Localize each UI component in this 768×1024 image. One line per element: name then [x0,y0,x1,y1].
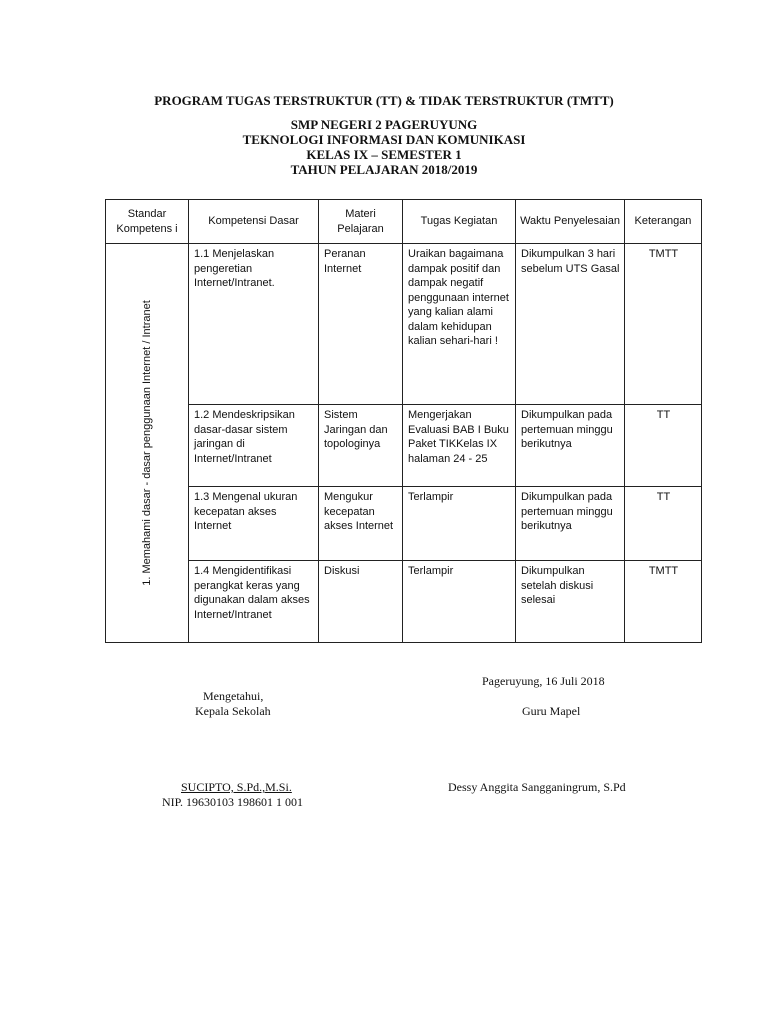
waktu-cell: Dikumpulkan setelah diskusi selesai [516,561,625,643]
assignment-table [105,199,702,643]
header-waktu: Waktu Penyelesaian [516,200,625,244]
signature-left-role: Kepala Sekolah [195,704,271,718]
table-row [106,244,702,405]
header-materi: Materi Pelajaran [319,200,403,244]
materi-cell: Sistem Jaringan dan topologinya [319,405,403,487]
kompetensi-cell: 1.1 Menjelaskan pengeretian Internet/Intranet. [189,244,319,405]
table-row [106,405,702,487]
materi-cell: Peranan Internet [319,244,403,405]
table-row [106,487,702,561]
standar-kompetensi-text: 1. Memahami dasar - dasar penggunaan Internet / Intranet [140,300,153,586]
header-keterangan: Keterangan [625,200,702,244]
document-title: PROGRAM TUGAS TERSTRUKTUR (TT) & TIDAK TERSTRUKTUR (TMTT) [154,93,614,108]
header-standar: Standar Kompetens i [106,200,189,244]
waktu-cell: Dikumpulkan 3 hari sebelum UTS Gasal [516,244,625,405]
signature-left-label: Mengetahui, [203,689,264,703]
signature-right-role: Guru Mapel [522,704,581,718]
place-date: Pageruyung, 16 Juli 2018 [482,674,605,688]
keterangan-cell: TMTT [625,561,702,643]
tugas-cell: Terlampir [403,487,516,561]
keterangan-cell: TMTT [625,244,702,405]
class-semester: KELAS IX – SEMESTER 1 [306,147,462,162]
school-name: SMP NEGERI 2 PAGERUYUNG [290,117,478,132]
subject-name: TEKNOLOGI INFORMASI DAN KOMUNIKASI [242,132,526,147]
signature-left-name: SUCIPTO, S.Pd.,M.Si. [181,780,292,794]
tugas-cell: Uraikan bagaimana dampak positif dan dampak negatif penggunaan internet yang kalian alami dalam kehidupan kalian sehari-hari ! [403,244,516,405]
kompetensi-cell: 1.2 Mendeskripsikan dasar-dasar sistem jaringan di Internet/Intranet [189,405,319,487]
document-header [0,117,768,177]
table-row [106,561,702,643]
tugas-cell: Mengerjakan Evaluasi BAB I Buku Paket TIKKelas IX halaman 24 - 25 [403,405,516,487]
kompetensi-cell: 1.3 Mengenal ukuran kecepatan akses Internet [189,487,319,561]
header-tugas: Tugas Kegiatan [403,200,516,244]
kompetensi-cell: 1.4 Mengidentifikasi perangkat keras yang digunakan dalam akses Internet/Intranet [189,561,319,643]
materi-cell: Diskusi [319,561,403,643]
standar-kompetensi-cell [106,244,189,643]
tugas-cell: Terlampir [403,561,516,643]
materi-cell: Mengukur kecepatan akses Internet [319,487,403,561]
waktu-cell: Dikumpulkan pada pertemuan minggu berikutnya [516,405,625,487]
academic-year: TAHUN PELAJARAN 2018/2019 [290,162,478,177]
keterangan-cell: TT [625,405,702,487]
signature-right-name: Dessy Anggita Sangganingrum, S.Pd [448,780,626,794]
table-header-row [106,200,702,244]
signature-left-nip: NIP. 19630103 198601 1 001 [162,795,304,809]
waktu-cell: Dikumpulkan pada pertemuan minggu berikutnya [516,487,625,561]
keterangan-cell: TT [625,487,702,561]
header-kompetensi: Kompetensi Dasar [189,200,319,244]
